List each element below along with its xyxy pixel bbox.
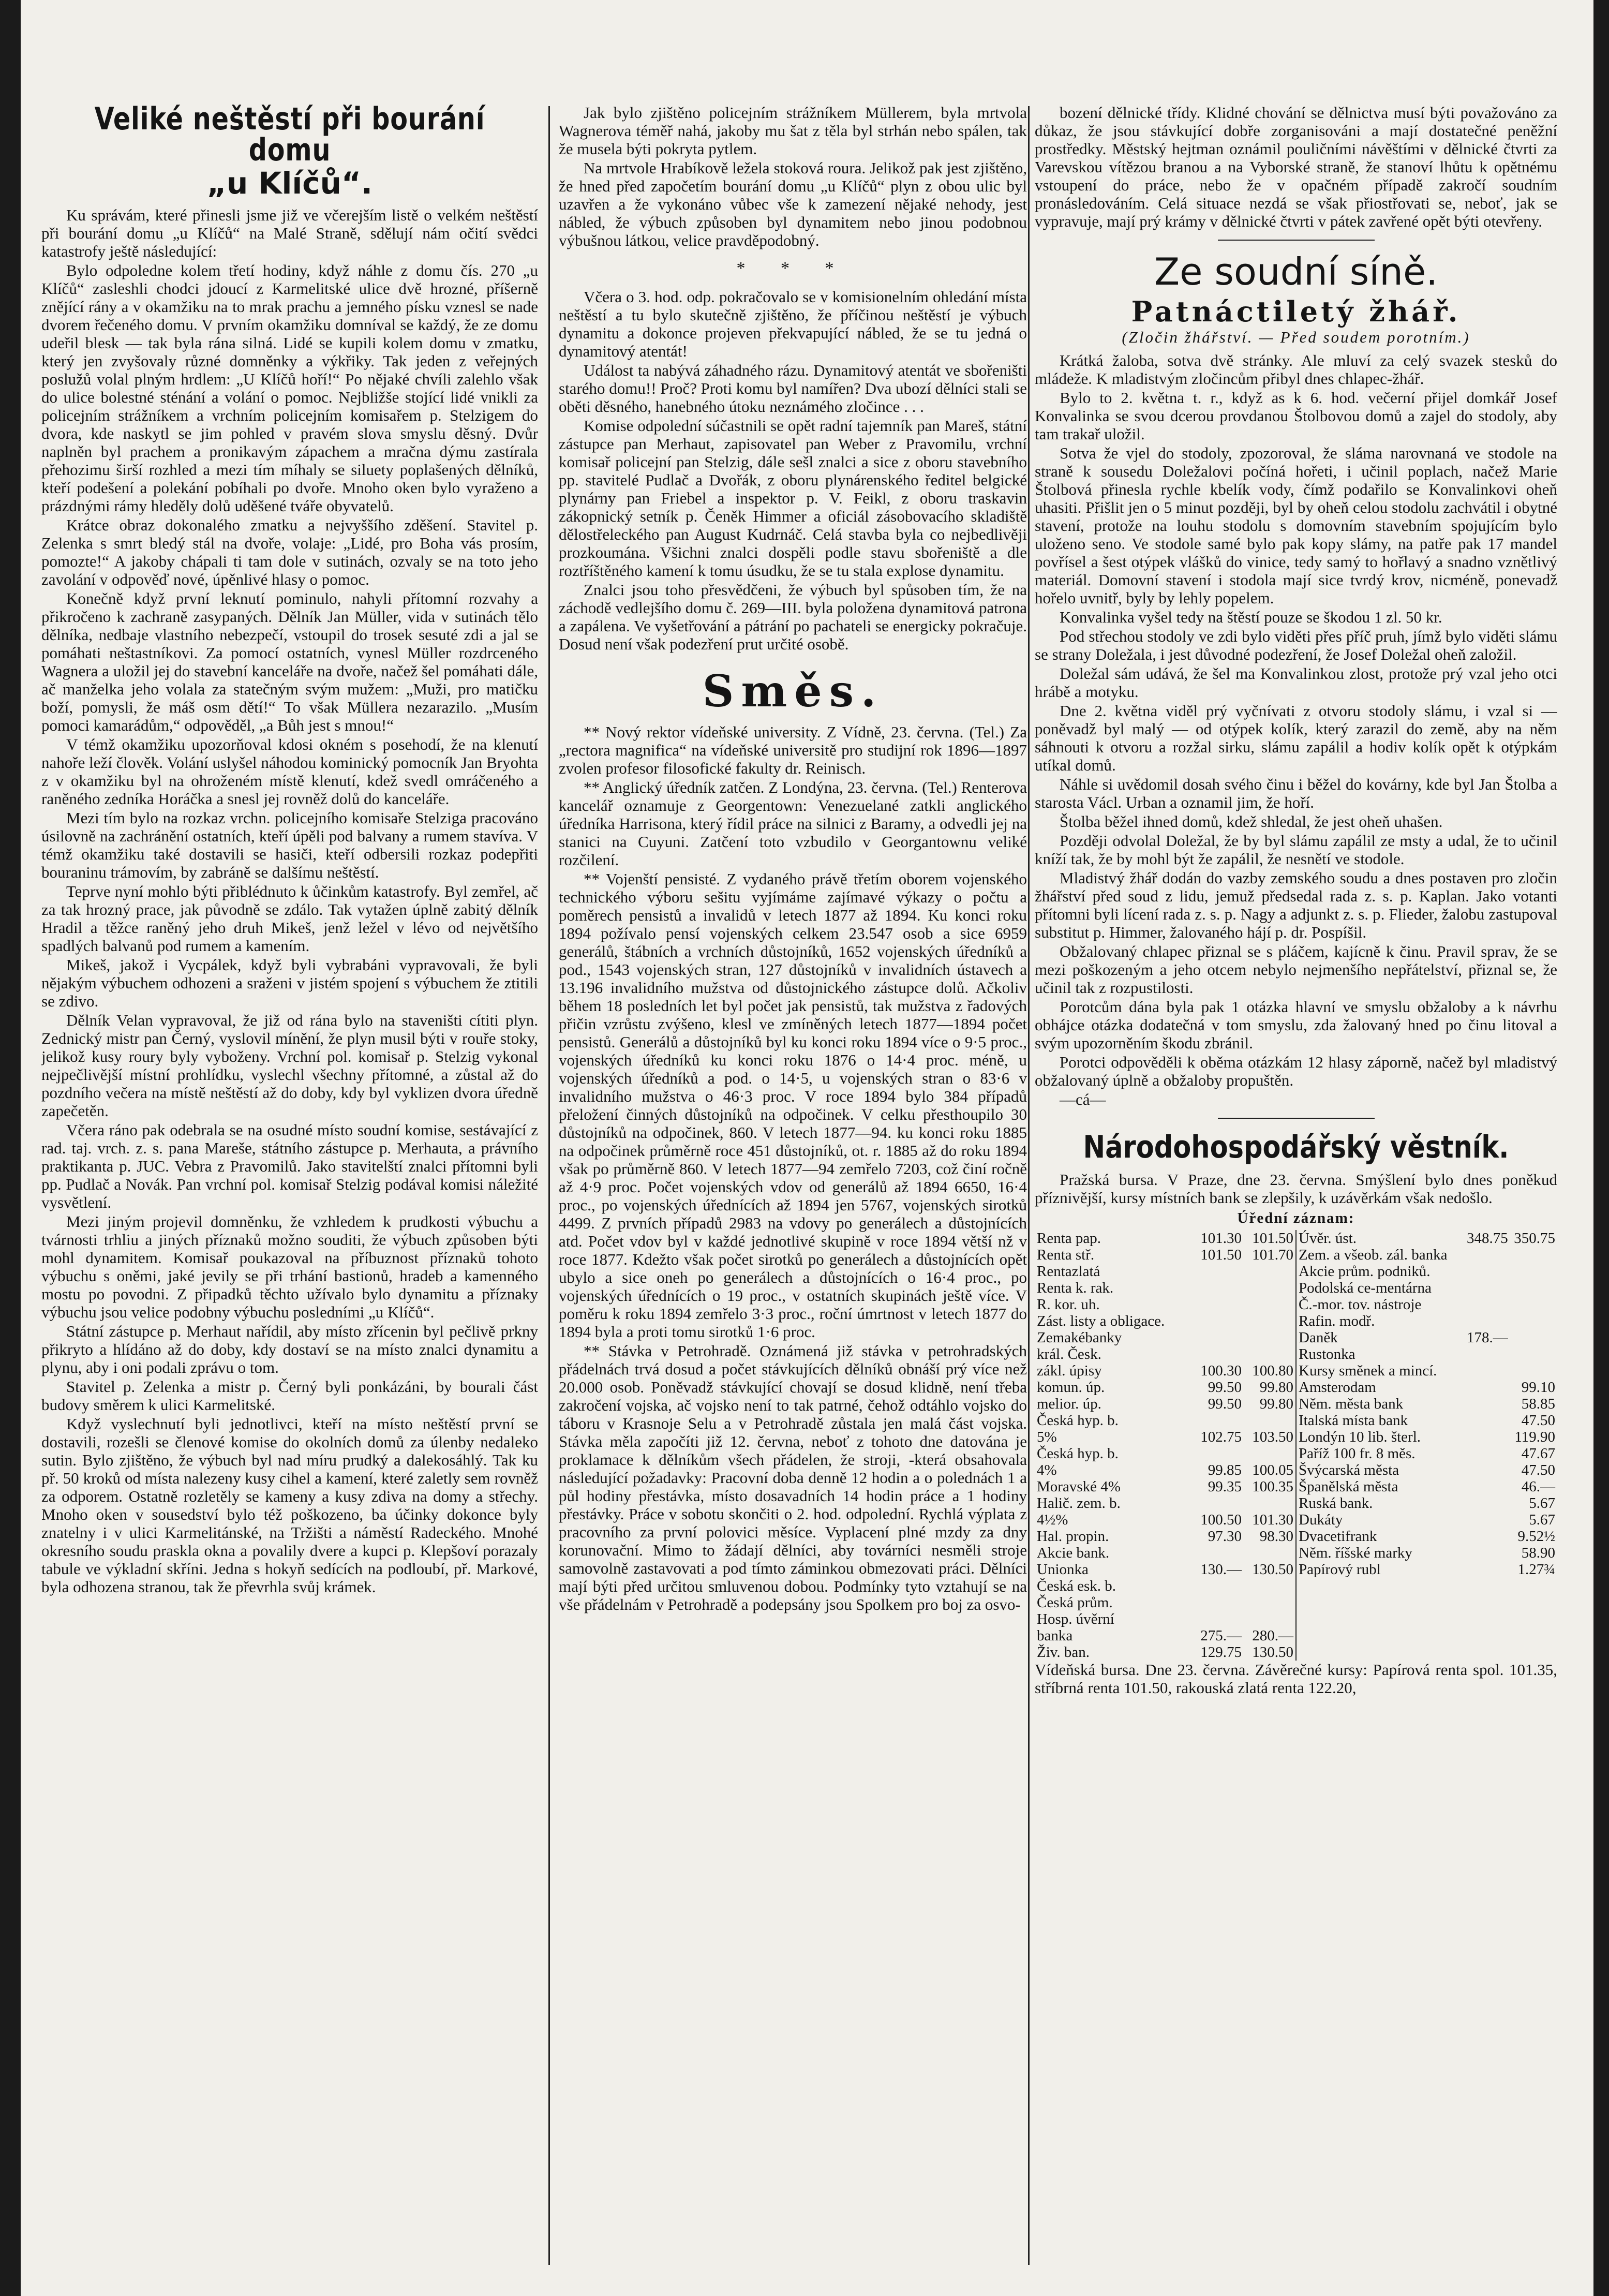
paragraph: Krátce obraz dokonalého zmatku a nejvyššího zděšení. Stavitel p. Zelenka s smrt bledý stál na dvoře, volaje: „Lidé, pro Boha vás prosím, pomozte!“ A jakoby chápali ti tam dole v sutinách, ozvaly se na toto jeho zavolání v odpověď nové, úpěnlivé hlasy o pomoc. bbox=[41, 516, 538, 588]
market-row bbox=[1298, 1247, 1556, 1263]
market-value: 58.85 bbox=[1521, 1396, 1555, 1412]
market-value bbox=[1509, 1296, 1556, 1313]
paragraph: Stavitel p. Zelenka a mistr p. Černý byli ponkázáni, by bourali část budovy směrem k ulici Karmelitské. bbox=[41, 1377, 538, 1414]
market-row bbox=[1036, 1379, 1294, 1396]
market-label: Něm. města bank bbox=[1299, 1396, 1404, 1412]
market-value: 130.— bbox=[1200, 1561, 1242, 1578]
paragraph: Dělník Velan vypravoval, že již od rána bylo na staveništi cítiti plyn. Zednický mistr pan Černý, vyslovil mínění, že plyn musil býti v rouře stoky, jelikož kusy roury byly vyboženy. Vrchní pol. komisař p. Stelzig vykonal nejpečlivější místní prohlídku, vyslechl všechny přítomné, a zůstal až do pozdního večera na místě neštěstí až do doby, kdy byl vyklizen dvora úředně zapečetěn. bbox=[41, 1011, 538, 1120]
market-value bbox=[1462, 1412, 1509, 1429]
market-row bbox=[1298, 1329, 1556, 1346]
article-continuation bbox=[559, 103, 1027, 249]
paragraph: Pod střechou stodoly ve zdi bylo viděti přes příč pruh, jímž bylo viděti slámu se strany Doležala, i jest důvodné podezření, že Josef Doležal oheň založil. bbox=[1035, 627, 1557, 663]
market-label: Moravské 4% bbox=[1037, 1478, 1121, 1495]
paragraph: Na mrtvole Hrabíkově ležela stoková roura. Jelikož pak jest zjištěno, že hned před započetím bourání domu „u Klíčů“ plyn z obou ulic byl uzavřen a že vykonáno vůbec vše k zamezení nějaké nehody, jest nábled, že výbuch způsoben byl dynamitem nebo jinou podobnou výbušnou látkou, velice pravděpodobný. bbox=[559, 159, 1027, 249]
paragraph: Bylo odpoledne kolem třetí hodiny, když náhle z domu čís. 270 „u Klíčů“ zasleshli chodci jdoucí z Karmelitské ulice dvě hrozné, příšerně znějící rány a v okamžiku na to mrak prachu a jemného písku vznesl se nade dvorem řečeného domu. V prvním okamžiku domníval se každý, že ze domu udeřil blesk — tak byla rána silná. Lidé se kupili kolem domu v zmatku, který jen zvyšovaly různé domněnky a výkřiky. Tak jeden z veřejných poslužů volal plným hrdlem: „U Klíčů hoří!“ Po nějaké chvíli zalehlo však do ulice bolestné sténání a volání o pomoc. Nejbližše stojící lidé vnikli za policejním strážníkem a vrchním policejním komisařem p. Stelzigem do dvora, kde naskytl se jim pohled v pravém slova smyslu děsný. Dvůr naplněn byl prachem a pronikavým zápachem a mračna dýmu zastírala přehozimu širší rozhled a mezi tím míhaly se siluety poplašených dělníků, kteří podešení a polekání pobíhali po dvoře. Mnoho oken bylo vyraženo a prázdnými rámy hleděly dolů uděšené tváře obyvatelů. bbox=[41, 261, 538, 515]
market-value: 129.75 bbox=[1200, 1644, 1242, 1661]
market-value bbox=[1462, 1263, 1509, 1280]
market-row bbox=[1298, 1561, 1556, 1578]
market-value bbox=[1191, 1545, 1243, 1561]
market-label: Zást. listy a obligace. bbox=[1037, 1313, 1165, 1329]
market-value bbox=[1191, 1594, 1243, 1611]
market-value: 97.30 bbox=[1208, 1528, 1242, 1545]
market-row bbox=[1298, 1346, 1556, 1362]
market-label: Rustonka bbox=[1299, 1346, 1355, 1362]
market-row bbox=[1036, 1445, 1294, 1462]
market-label: zákl. úpisy bbox=[1037, 1362, 1102, 1379]
market-value bbox=[1462, 1313, 1509, 1329]
market-value: 100.30 bbox=[1200, 1362, 1242, 1379]
market-label: 4% bbox=[1037, 1462, 1057, 1478]
market-header: Úřední záznam: bbox=[1237, 1210, 1355, 1226]
market-row bbox=[1036, 1412, 1294, 1429]
market-label: Zemakébanky bbox=[1037, 1329, 1122, 1346]
market-row bbox=[1036, 1247, 1294, 1263]
market-value bbox=[1191, 1280, 1243, 1296]
market-value: 99.80 bbox=[1259, 1379, 1293, 1396]
market-value bbox=[1243, 1412, 1294, 1429]
market-value: 119.90 bbox=[1514, 1429, 1555, 1445]
paragraph: ** Nový rektor vídeňské university. Z Vídně, 23. června. (Tel.) Za „rectora magnifica“ na vídeňské universitě pro studijní rok 1896—1897 zvolen profesor filosofické fakulty dr. Reinisch. bbox=[559, 723, 1027, 777]
market-value: 101.30 bbox=[1200, 1230, 1242, 1247]
market-value: 1.27¾ bbox=[1517, 1561, 1555, 1578]
market-label: Dukáty bbox=[1299, 1512, 1343, 1528]
miscellany-body bbox=[559, 723, 1027, 1613]
court-headline: Patnáctiletý žhář. bbox=[1131, 295, 1461, 328]
market-value: 99.35 bbox=[1208, 1478, 1242, 1495]
market-row bbox=[1298, 1429, 1556, 1445]
headline-sub: „u Klíčů“. bbox=[206, 166, 373, 201]
paragraph: Sotva že vjel do stodoly, zpozoroval, že sláma narovnaná ve stodole na straně k sousedu Doležalovi počíná hořeti, i učinil poplach, načež Marie Štolbová přinesla rychle kbelík vody, čímž podařilo se Konvalinkovi oheň uhasiti. Přišlit jen o 5 minut později, byl by oheň celou stodolu zachvátil i obytné stavení, protože na louhu stodolu s domovním stavebním spojujícím bylo uloženo seno. Ve stodole samé bylo pak kopy slámy, na patře pak 17 mandel povřísel a šest otýpek vlášků do vinice, tedy samý to hořlavý a snadno vznětlivý materiál. Domovní stavení i stodola mají sice tvrdý krov, nicméně, ponevadž hořelo uvnitř, byly by lehly popelem. bbox=[1035, 444, 1557, 607]
market-value bbox=[1243, 1280, 1294, 1296]
market-value bbox=[1509, 1247, 1556, 1263]
divider bbox=[1218, 240, 1375, 241]
market-row bbox=[1036, 1611, 1294, 1627]
market-value bbox=[1462, 1561, 1509, 1578]
market-value bbox=[1191, 1445, 1243, 1462]
paragraph: Porotci odpověděli k oběma otázkám 12 hlasy záporně, načež byl mladistvý obžalovaný úplně a obžaloby propuštěn. bbox=[1035, 1053, 1557, 1089]
market-value: 103.50 bbox=[1252, 1429, 1293, 1445]
market-value: 5.67 bbox=[1529, 1495, 1555, 1512]
paragraph: Událost ta nabývá záhadného rázu. Dynamitový atentát ve sbořeništi starého domu!! Proč? Proti komu byl namířen? Dva ubozí dělníci stali se oběti děsného, hanebného útoku neznámého zločince . . . bbox=[559, 361, 1027, 416]
market-value bbox=[1243, 1445, 1294, 1462]
market-value: 130.50 bbox=[1252, 1644, 1293, 1661]
market-value: 99.50 bbox=[1208, 1379, 1242, 1396]
market-value bbox=[1462, 1445, 1509, 1462]
market-value: 101.70 bbox=[1252, 1247, 1293, 1263]
market-label: Renta stř. bbox=[1037, 1247, 1095, 1263]
market-value: 100.50 bbox=[1200, 1512, 1242, 1528]
market-label: Paříž 100 fr. 8 měs. bbox=[1299, 1445, 1416, 1462]
market-row bbox=[1298, 1263, 1556, 1280]
market-value: 47.50 bbox=[1521, 1462, 1555, 1478]
market-label: 4½% bbox=[1037, 1512, 1068, 1528]
paragraph: Krátká žaloba, sotva dvě stránky. Ale mluví za celý svazek stesků do mládeže. K mladistvým zločincům přibyl dnes chlapec-žhář. bbox=[1035, 351, 1557, 388]
market-value: 100.35 bbox=[1252, 1478, 1293, 1495]
market-value: 46.— bbox=[1521, 1478, 1555, 1495]
market-row bbox=[1298, 1362, 1556, 1379]
market-value bbox=[1462, 1429, 1509, 1445]
market-row bbox=[1036, 1263, 1294, 1280]
market-value bbox=[1243, 1611, 1294, 1627]
market-label: Španělská města bbox=[1299, 1478, 1398, 1495]
market-label: R. kor. uh. bbox=[1037, 1296, 1100, 1313]
market-label: Rafin. modř. bbox=[1299, 1313, 1375, 1329]
paragraph: ** Vojenští pensisté. Z vydaného právě třetím oborem vojenského technického výboru sešitu vyjímáme zajímavé výkazy o počtu a poměrech pensistů a invalidů v letech 1877 až 1894. Ku konci roku 1894 požívalo pensí vojenských celkem 23.547 osob a sice 6959 generálů, štábních a vrchních důstojníků, 1652 vojenských úředníků a pod., 1543 vojenských stran, 127 důstojníků v invalidních ústavech a 13.196 invalidního mužstva od důstojnického zástupce dolů. Ačkoliv během 18 posledních let byl počet jak pensistů, tak mužstva z řadových přičin vzrůstu zvýšeno, klesl ve zmíněných letech 1877—1894 počet pensistů. Generálů a důstojníků byl ku konci roku 1894 více o 9·5 proc., vojenských úředníků ku konci roku 1876 o 14·4 proc. méně, u vojenských úředníků a pod. o 14·5, u vojenských stran o 83·6 v invalidního mužstva o 46·3 proc. V roce 1894 bylo 384 případů přeložení činných důstojníků na odpočinek. V celku přesthoupilo 30 důstojníků na odpočinek, 860. V letech 1877—94. ku konci roku 1885 na odpočinek průměrně roce 451 důstojníků, ot. r. 1885 až do roku 1894 však po průměrně 860. V letech 1877—94 zemřelo 7203, což činí ročně až 4·9 proc. Počet vojenských vdov od generálů až 1894 6650, 16·4 proc., po vojenských úřednících až 1894 jen 5767, vojenských sirotků 4499. Z prvních případů 2983 na vdovy po generálech a důstojnících atd. Počet vdov byl v každé jednotlivé skupině v roce 1894 větší nž v roce 1877. Kdežto však počet sirotků po generálech a důstojnících opět ubylo a sice oneh po generálech a důstojnících o 16·4 proc., po vojenských úřednících o 19 proc., v ostatních skupinách ještě více. V poměru k roku 1894 zemřelo 3·3 proc., roční úmrtnost v letech 1877 do 1894 byla a proti tomu sirotků 1·6 proc. bbox=[559, 870, 1027, 1341]
paragraph: Teprve nyní mohlo býti přiblédnuto k ůčinkům katastrofy. Byl zemřel, ač za tak hrozný prace, jak původně se zdálo. Tak vytažen úplně zabitý dělník Hradil a těžce raněný jeho druh Mikeš, jenž ležel v lévo od největšího spadlých balvanů pod rumem a kamením. bbox=[41, 882, 538, 955]
market-value: 101.30 bbox=[1252, 1512, 1293, 1528]
market-table bbox=[1035, 1230, 1557, 1661]
market-label: Rentazlatá bbox=[1037, 1263, 1100, 1280]
market-value: 350.75 bbox=[1514, 1230, 1555, 1247]
market-label: Dvacetifrank bbox=[1299, 1528, 1377, 1545]
market-label: Daněk bbox=[1299, 1329, 1338, 1346]
market-value bbox=[1462, 1296, 1509, 1313]
paragraph: Jak bylo zjištěno policejním strážníkem Müllerem, byla mrtvola Wagnerova téměř nahá, jakoby mu šat z těla byl strhán nebo spálen, tak že musela býti pokryta pytlem. bbox=[559, 103, 1027, 158]
market-row bbox=[1036, 1346, 1294, 1362]
market-label: Akcie bank. bbox=[1037, 1545, 1110, 1561]
market-value bbox=[1243, 1296, 1294, 1313]
market-label: Česká prům. bbox=[1037, 1594, 1113, 1611]
market-row bbox=[1036, 1462, 1294, 1478]
paragraph: bození dělnické třídy. Klidné chování se dělnictva musí býti považováno za důkaz, že jsou stávkující dobře zorganisováni a mají dostatečné peněžní prostředky. Městský hejtman oznámil pouličními návěštími v dělnické čtvrti za Varevskou vítězou branou a na Vyborské straně, že stanoví lhůtu k opětnému vstoupení do práce, nebo že v opačném případě zakročí soudním pronásledováním. Celá situace nezdá se však přiostřovati se, neboť, jak se vypravuje, mají prý krámy v dělnické čtvrti v pátek zavřené opět býti otevřeny. bbox=[1035, 103, 1557, 230]
paragraph: —cá— bbox=[1060, 1090, 1106, 1108]
market-label: Halič. zem. b. bbox=[1037, 1495, 1121, 1512]
market-row bbox=[1298, 1445, 1556, 1462]
paragraph: Státní zástupce p. Merhaut nařídil, aby místo zřícenin byl pečlivě prkny přikryto a hlídáno až do doby, kdy dostaví se na místo znalci dynamitu a plynu, aby i oni podali zprávu o tom. bbox=[41, 1322, 538, 1376]
market-label: Podolská ce-mentárna bbox=[1299, 1280, 1432, 1296]
market-row bbox=[1298, 1495, 1556, 1512]
market-value: 58.90 bbox=[1521, 1545, 1555, 1561]
market-value bbox=[1243, 1263, 1294, 1280]
market-row bbox=[1036, 1313, 1294, 1329]
market-value: 100.05 bbox=[1252, 1462, 1293, 1478]
market-table-right bbox=[1298, 1230, 1556, 1578]
paragraph: Konvalinka vyšel tedy na štěstí pouze se škodou 1 zl. 50 kr. bbox=[1060, 608, 1442, 626]
market-row bbox=[1298, 1313, 1556, 1329]
paragraph: Mikeš, jakož i Vycpálek, když byli vybrabáni vypravovali, že byli nějakým výbuchem odhozeni a sraženi v jistém spojení s výbuchem že ztitili se zdivo. bbox=[41, 956, 538, 1010]
column-rule bbox=[548, 106, 550, 2265]
market-value bbox=[1462, 1495, 1509, 1512]
market-value: 99.50 bbox=[1208, 1396, 1242, 1412]
market-row bbox=[1036, 1296, 1294, 1313]
paragraph: V témž okamžiku upozorňoval kdosi okném s posehodí, že na klenutí nahoře leží člověk. Volání uslyšel náhodou kominický pomocník Jan Bryohta z v okamžiku byl na ohroženém místě klenutí, kdež svedl omráčeného a raněného zedníka Horáčka a snesl jej rovněž dolů do kanceláře. bbox=[41, 735, 538, 808]
market-row bbox=[1036, 1528, 1294, 1545]
paragraph: Mezi jiným projevil domněnku, že vzhledem k prudkosti výbuchu a tvárnosti trhliu a jiných příznaků možno souditi, že výbuch způsoben býti mohl dynamitem. Komisař poukazoval na příbuznost příznaků tohoto výbuchu s oněmi, jaké jevily se při trhání bastionů, hradeb a kamenného mostu po povodni. Z připadků těchto užívalo bylo dynamitu a příznaky výbuchu jsou velice podobny výbuchu posledními „u Klíčů“. bbox=[41, 1212, 538, 1321]
market-value bbox=[1191, 1313, 1243, 1329]
market-value bbox=[1191, 1329, 1243, 1346]
market-value bbox=[1509, 1280, 1556, 1296]
market-label: Švýcarská města bbox=[1299, 1462, 1399, 1478]
market-value bbox=[1191, 1412, 1243, 1429]
market-label: melior. úp. bbox=[1037, 1396, 1101, 1412]
section-title-court: Ze soudní síně. bbox=[1154, 250, 1438, 293]
market-value bbox=[1462, 1528, 1509, 1545]
paragraph: Porotcům dána byla pak 1 otázka hlavní ve smyslu obžaloby a k návrhu obhájce otázka dodatečná v tom smyslu, zda žalovaný hned po činu litoval a svým upozorněním škodu zbránil. bbox=[1035, 998, 1557, 1052]
market-row bbox=[1298, 1412, 1556, 1429]
market-label: Ruská bank. bbox=[1299, 1495, 1373, 1512]
divider bbox=[1218, 1118, 1375, 1119]
paragraph: Včera o 3. hod. odp. pokračovalo se v komisionelním ohledání místa neštěstí a tu bylo skutečně zjištěno, že příčinou neštěstí je výbuch dynamitu a dokonce projeven překvapující nábled, že se tu jedná o dynamitový atentát! bbox=[559, 288, 1027, 360]
market-value: 100.80 bbox=[1252, 1362, 1293, 1379]
market-value bbox=[1509, 1362, 1556, 1379]
paragraph: Náhle si uvědomil dosah svého činu i běžel do kovárny, kde byl Jan Štolba a starosta Václ. Urban a oznamil jim, že hoří. bbox=[1035, 775, 1557, 811]
newspaper-page bbox=[21, 0, 1593, 2296]
market-value: 98.30 bbox=[1259, 1528, 1293, 1545]
market-value: 99.80 bbox=[1259, 1396, 1293, 1412]
market-value bbox=[1191, 1346, 1243, 1362]
market-table-left bbox=[1036, 1230, 1294, 1661]
market-value: 99.10 bbox=[1521, 1379, 1555, 1396]
market-label: Londýn 10 lib. šterl. bbox=[1299, 1429, 1421, 1445]
market-value bbox=[1509, 1313, 1556, 1329]
market-value: 275.— bbox=[1200, 1627, 1242, 1644]
market-value: 101.50 bbox=[1200, 1247, 1242, 1263]
market-row bbox=[1036, 1495, 1294, 1512]
market-value bbox=[1462, 1280, 1509, 1296]
market-value bbox=[1243, 1346, 1294, 1362]
market-label: král. Česk. bbox=[1037, 1346, 1101, 1362]
market-label: Papírový rubl bbox=[1299, 1561, 1381, 1578]
market-label: Akcie prům. podniků. bbox=[1299, 1263, 1431, 1280]
market-row bbox=[1298, 1379, 1556, 1396]
paragraph: Mezi tím bylo na rozkaz vrchn. policejního komisaře Stelziga pracováno úsilovně na zachránění ostatních, kteří úpěli pod balvany a rumem stavíva. V témž okamžiku také dostavili se hasiči, kteří odbersili rozkaz podepřiti bouraninu trámovím, by zabráně se dalšímu neštěstí. bbox=[41, 809, 538, 881]
article-update bbox=[559, 288, 1027, 653]
market-row bbox=[1036, 1280, 1294, 1296]
market-row bbox=[1298, 1478, 1556, 1495]
market-value bbox=[1243, 1545, 1294, 1561]
market-value bbox=[1243, 1329, 1294, 1346]
market-row bbox=[1036, 1545, 1294, 1561]
market-value bbox=[1462, 1478, 1509, 1495]
market-value: 47.50 bbox=[1521, 1412, 1555, 1429]
market-row bbox=[1298, 1528, 1556, 1545]
column-rule bbox=[1028, 106, 1030, 2265]
market-value bbox=[1462, 1346, 1509, 1362]
article-body bbox=[41, 206, 538, 1596]
market-value bbox=[1462, 1247, 1509, 1263]
market-row bbox=[1036, 1594, 1294, 1611]
paragraph: Mladistvý žhář dodán do vazby zemského soudu a dnes postaven pro zločin žhářství před soud z lidu, jemuž předsedal rada z. s. p. Kaplan. Jako votanti přítomni byli lícení rada z. s. p. Nagy a adjunkt z. s. p. Flieder, žalobu zastupoval substitut p. Himmer, žalovaného hájí p. dr. Pospíšil. bbox=[1035, 869, 1557, 941]
paragraph: Štolba běžel ihned domů, kdež shledal, že jest oheň uhašen. bbox=[1060, 812, 1443, 831]
market-footer: Vídeňská bursa. Dne 23. června. Závěrečné kursy: Papírová renta spol. 101.35, stříbrná renta 101.50, rakouská zlatá renta 122.20, bbox=[1035, 1661, 1557, 1697]
market-row bbox=[1036, 1512, 1294, 1528]
headline: Veliké neštěstí při bourání domu bbox=[94, 103, 485, 168]
market-row bbox=[1036, 1429, 1294, 1445]
section-title-smes: Směs. bbox=[702, 665, 884, 717]
market-value: 348.75 bbox=[1467, 1230, 1508, 1247]
economy-body bbox=[1035, 1171, 1557, 1207]
market-label: Živ. ban. bbox=[1037, 1644, 1090, 1661]
market-value bbox=[1509, 1329, 1556, 1346]
market-row bbox=[1036, 1230, 1294, 1247]
market-label: Česká esk. b. bbox=[1037, 1578, 1116, 1594]
market-value bbox=[1191, 1296, 1243, 1313]
column-left bbox=[41, 103, 538, 2260]
paragraph: Dne 2. května viděl prý vyčnívati z otvoru stodoly slámu, i vzal si — poněvadž byl malý — od otýpek kolík, který zarazil do země, aby na něm sáhnouti k otvoru a rozžal sirku, slámu zapálil a hodiv kolík opět k otýpkám utíkal domů. bbox=[1035, 702, 1557, 774]
court-crime-note: (Zločin žhářství. — Před soudem porotním.) bbox=[1122, 328, 1470, 346]
column-right bbox=[1035, 103, 1557, 2260]
market-value: 130.50 bbox=[1252, 1561, 1293, 1578]
market-label: Zem. a všeob. zál. banka bbox=[1299, 1247, 1448, 1263]
column-middle bbox=[559, 103, 1027, 2260]
paragraph: Konečně když první leknutí pominulo, nahyli přítomní rozvahy a přikročeno k zachraně zasypaných. Dělník Jan Müller, vida v sutinách tělo dělníka, nedbaje vlastního nebezpečí, vstoupil do trosek sesuté zdi a jal se pomáhati neštastníkovi. Za pomocí ostatních, vynesl Müller rozdrceného Wagnera a uložil jej do stavební kanceláře na dvoře, načež šel pomáhati dále, ač manželka jeho volala za statečným svým mužem: „Muži, pro matičku boží, pomysli, že máš osm dětí!“ To však Müllera nezarazilo. „Musím pomoci kamarádům,“ odpověděl, „a Bůh jest s mnou!“ bbox=[41, 589, 538, 734]
market-value bbox=[1243, 1313, 1294, 1329]
market-value bbox=[1243, 1578, 1294, 1594]
market-value bbox=[1462, 1545, 1509, 1561]
market-value bbox=[1509, 1346, 1556, 1362]
market-value: 5.67 bbox=[1529, 1512, 1555, 1528]
market-label: banka bbox=[1037, 1627, 1073, 1644]
section-title-economy: Národohospodářský věstník. bbox=[1083, 1129, 1509, 1165]
market-label: Hosp. úvěrní bbox=[1037, 1611, 1114, 1627]
market-value: 178.— bbox=[1467, 1329, 1508, 1346]
paragraph: Později odvolal Doležal, že by byl slámu zapálil ze msty a udal, že to učinil kníží tak, že by mohl být že zapálil, že nesnětí ve stodole. bbox=[1035, 832, 1557, 868]
market-value: 102.75 bbox=[1200, 1429, 1242, 1445]
market-label: Č.-mor. tov. nástroje bbox=[1299, 1296, 1422, 1313]
market-label: komun. úp. bbox=[1037, 1379, 1105, 1396]
market-value bbox=[1243, 1495, 1294, 1512]
paragraph: Obžalovaný chlapec přiznal se s pláčem, kajícně k činu. Pravil sprav, že se mezi poškozeným a jeho otcem nebylo nejmenšího nepřátelství, přiznal se, že učinil tak z rozpustilosti. bbox=[1035, 942, 1557, 997]
market-label: Italská místa bank bbox=[1299, 1412, 1408, 1429]
market-row bbox=[1298, 1462, 1556, 1478]
market-value bbox=[1462, 1462, 1509, 1478]
paragraph: Včera ráno pak odebrala se na osudné místo soudní komise, sestávající z rad. taj. vrch. z. s. pana Mareše, státního zástupce p. Merhauta, a právního praktikanta p. JUC. Vebra z Pravomilů. Jako stavitelští znalci přítomni byli pp. Pudlač a Novák. Pan vrchní pol. komisař Stelzig podával komisi náležité vysvětlení. bbox=[41, 1121, 538, 1211]
market-value bbox=[1462, 1396, 1509, 1412]
market-label: Česká hyp. b. bbox=[1037, 1445, 1119, 1462]
market-label: 5% bbox=[1037, 1429, 1057, 1445]
market-row bbox=[1036, 1396, 1294, 1412]
market-row bbox=[1036, 1644, 1294, 1661]
market-label: Unionka bbox=[1037, 1561, 1089, 1578]
paragraph: Znalci jsou toho přesvědčeni, že výbuch byl spůsoben tím, že na záchodě vedlejšího domu č. 269—III. byla položena dynamitová patrona a zapálena. Ve vyšetřování a pátrání po pachateli se energicky pokračuje. Dosud není však podezření prut určité osobě. bbox=[559, 581, 1027, 653]
paragraph: Doležal sám udává, že šel ma Konvalinkou zlost, protože prý vzal jeho otci hrábě a motyku. bbox=[1035, 664, 1557, 701]
market-row bbox=[1036, 1627, 1294, 1644]
court-body bbox=[1035, 351, 1557, 1108]
market-value: 47.67 bbox=[1521, 1445, 1555, 1462]
market-label: Amsterodam bbox=[1299, 1379, 1376, 1396]
market-value: 101.50 bbox=[1252, 1230, 1293, 1247]
market-row bbox=[1036, 1561, 1294, 1578]
market-value bbox=[1462, 1362, 1509, 1379]
market-label: Úvěr. úst. bbox=[1299, 1230, 1357, 1247]
market-row bbox=[1298, 1230, 1556, 1247]
market-value bbox=[1243, 1594, 1294, 1611]
market-label: Kursy směnek a mincí. bbox=[1299, 1362, 1437, 1379]
market-row bbox=[1036, 1362, 1294, 1379]
market-label: Hal. propin. bbox=[1037, 1528, 1109, 1545]
market-row bbox=[1298, 1296, 1556, 1313]
market-row bbox=[1298, 1512, 1556, 1528]
paragraph: Pražská bursa. V Praze, dne 23. června. Smýšlení bylo dnes poněkud příznivější, kursy místních bank se zlepšily, k uzávěrkám však nedošlo. bbox=[1035, 1171, 1557, 1207]
market-value bbox=[1191, 1263, 1243, 1280]
article-continuation bbox=[1035, 103, 1557, 230]
paragraph: ** Anglický úředník zatčen. Z Londýna, 23. června. (Tel.) Renterova kancelář oznamuje z Georgentown: Venezuelané zatkli anglického úředníka Harrisona, který řídil práce na silnici z Baramy, a odvedli jej na stanici na Cuyuni. Zatčení toto vzbudilo v Georgantownu veliké rozčilení. bbox=[559, 778, 1027, 869]
market-value: 99.85 bbox=[1208, 1462, 1242, 1478]
market-value bbox=[1191, 1495, 1243, 1512]
market-row bbox=[1036, 1578, 1294, 1594]
market-row bbox=[1298, 1396, 1556, 1412]
market-value bbox=[1509, 1263, 1556, 1280]
paragraph: ** Stávka v Petrohradě. Oznámená již stávka v petrohradských přádelnách trvá dosud a počet stávkujících dělníků obnáší prý více než 20.000 osob. Poněvadž stávkující chovají se dosud klidně, není třeba zakročení vojska, ač vojsko není to tak patrné, čehož odtáhlo vojsko do táboru v Krasnoje Selu a v Petrohradě zůstala jen malá část vojska. Stávka měla započíti již 12. června, neboť z tohoto dne datována je proklamace k dělníkům všech přádelen, že stroji, -která obsahovala následující požadavky: Pracovní doba denně 12 hodin a o polednách 1 a půl hodiny přestávka, místo dosavadních 14 hodin práce a 1 hodiny přestávky. Práce v sobotu skončiti o 2. hod. odpolední. Rychlá výplata z pracovního za první polovici měsíce. Vyplacení plné mzdy za dny korunovační. Mimo to žádají dělníci, aby továrníci nesměli stroje samovolně zastavovati a pod tímto záminkou obmezovati práci. Dělníci mají býti před určitou smluvenou dobou. Podmínky tyto vztahují se na vše přádelnám v Petrohradě a podepsány jsou Spolkem pro boj za osvo- bbox=[559, 1342, 1027, 1613]
paragraph: Komise odpolední súčastnili se opět radní tajemník pan Mareš, státní zástupce pan Merhaut, zapisovatel pan Weber z Pravomilu, vrchní komisař policejní pan Stelzig, dále sešl znalci a sice z oboru stavebního pp. stavitelé Pudlač a Dvořák, z oboru plynárenského ředitel belgické plynárny pan Friebel a inspektor p. V. Feikl, z oboru traskavin zákopnický setník p. Čeněk Himmer a oficiál zásobovacího skladiště dělostřeleckého pan August Kudrnáč. Celá stavba byla co nejbedlivěji prozkoumána. Všichni znalci dospěli podle stavu sbořeniště a dle roztříštěného kamení k tomu úsudku, že se tu stala explose dynamitu. bbox=[559, 417, 1027, 580]
market-label: Renta pap. bbox=[1037, 1230, 1101, 1247]
market-value bbox=[1462, 1379, 1509, 1396]
market-value bbox=[1462, 1512, 1509, 1528]
market-value: 280.— bbox=[1252, 1627, 1293, 1644]
market-row bbox=[1036, 1478, 1294, 1495]
market-value bbox=[1191, 1611, 1243, 1627]
market-label: Něm. říšské marky bbox=[1299, 1545, 1412, 1561]
section-divider-stars: * * * bbox=[736, 259, 850, 278]
paragraph: Když vyslechnutí byli jednotlivci, kteří na místo neštěstí první se dostavili, rozešli se členové komise do okolních domů za úlenby nedaleko sutin. Bylo zjištěno, že výbuch byl nad míru prudký a dalekosáhlý. Tak ku př. 50 kroků od místa nalezeny kusy cihel a kamení, které zaletly sem rovněž za odporem. Ostatně rozletěly se kameny a kusy zdiva na domy a střechy. Mnoho oken v sousedství bylo též poškozeno, ba účinky dokonce byly znatelny i v ulici Karmelitánské, na Tržišti a náměstí Radeckého. Mnohé okresního soudu praskla okna a povalily dvere a kupci p. Klepšoví porazaly tabule ve výkladní skříni. Jedna s hokyň sedících na podloubí, př. Markové, byla odhozena stranou, tak že převrhla svůj krámek. bbox=[41, 1415, 538, 1596]
market-row bbox=[1298, 1545, 1556, 1561]
market-label: Česká hyp. b. bbox=[1037, 1412, 1119, 1429]
market-label: Renta k. rak. bbox=[1037, 1280, 1114, 1296]
market-value: 9.52½ bbox=[1517, 1528, 1555, 1545]
market-row bbox=[1298, 1280, 1556, 1296]
market-value bbox=[1191, 1578, 1243, 1594]
market-row bbox=[1036, 1329, 1294, 1346]
paragraph: Ku správám, které přinesli jsme již ve včerejším listě o velkém neštěstí při bourání domu „u Klíčů“ na Malé Straně, sdělují nám očití svědci katastrofy ještě následující: bbox=[41, 206, 538, 260]
paragraph: Bylo to 2. května t. r., když as k 6. hod. večerní přijel domkář Josef Konvalinka se svou dcerou provdanou Štolbovou domů a zajel do stodoly, aby tam trakař uložil. bbox=[1035, 389, 1557, 443]
